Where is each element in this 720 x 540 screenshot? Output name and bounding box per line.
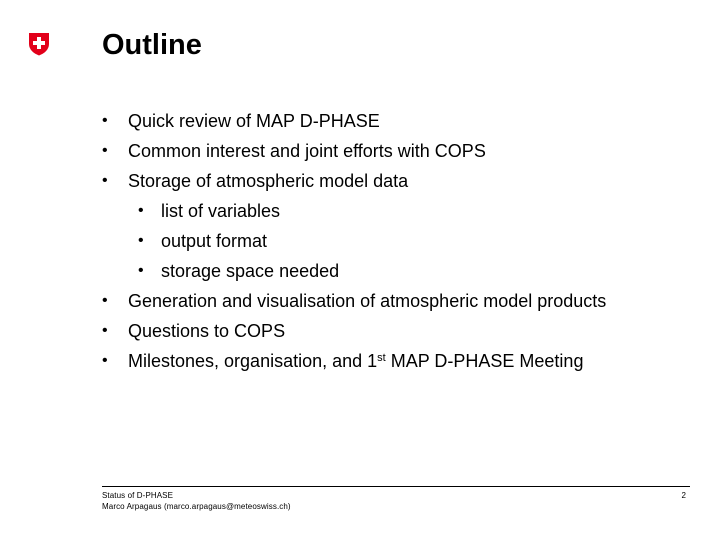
list-item-text: Common interest and joint efforts with COPS — [128, 141, 486, 161]
list-item-text: Generation and visualisation of atmospheric model products — [128, 291, 607, 311]
bullet-dot-icon: • — [102, 172, 108, 189]
bullet-dot-icon: • — [102, 142, 108, 159]
bullet-dot-icon: • — [138, 202, 144, 219]
superscript-ordinal: st — [377, 352, 386, 364]
list-item-text — [128, 346, 583, 376]
list-item-text: Storage of atmospheric model data — [128, 171, 409, 191]
footer-author: Marco Arpagaus (marco.arpagaus@meteoswiss.ch) — [102, 502, 291, 511]
sub-list-item-text: list of variables — [161, 201, 281, 221]
text-segment: MAP D-PHASE Meeting — [385, 351, 584, 371]
bullet-dot-icon: • — [102, 112, 108, 129]
text-segment: Milestones, organisation, and 1 — [128, 351, 378, 371]
footer-title: Status of D-PHASE — [102, 491, 174, 500]
bullet-dot-icon: • — [138, 262, 144, 279]
bullet-dot-icon: • — [138, 232, 144, 249]
list-item-text: Questions to COPS — [128, 321, 286, 341]
page-number: 2 — [681, 491, 686, 500]
footer-info — [102, 490, 291, 512]
bullet-dot-icon: • — [102, 292, 108, 309]
swiss-cross-horizontal — [33, 41, 45, 45]
list-item-text: Quick review of MAP D-PHASE — [128, 111, 380, 131]
swiss-cross-icon — [28, 32, 50, 56]
sub-list-item-text: storage space needed — [161, 261, 340, 281]
slide-title: Outline — [102, 29, 202, 61]
sub-list-item-text: output format — [161, 231, 268, 251]
footer-divider — [102, 486, 690, 487]
bullet-dot-icon: • — [102, 352, 108, 369]
bullet-dot-icon: • — [102, 322, 108, 339]
